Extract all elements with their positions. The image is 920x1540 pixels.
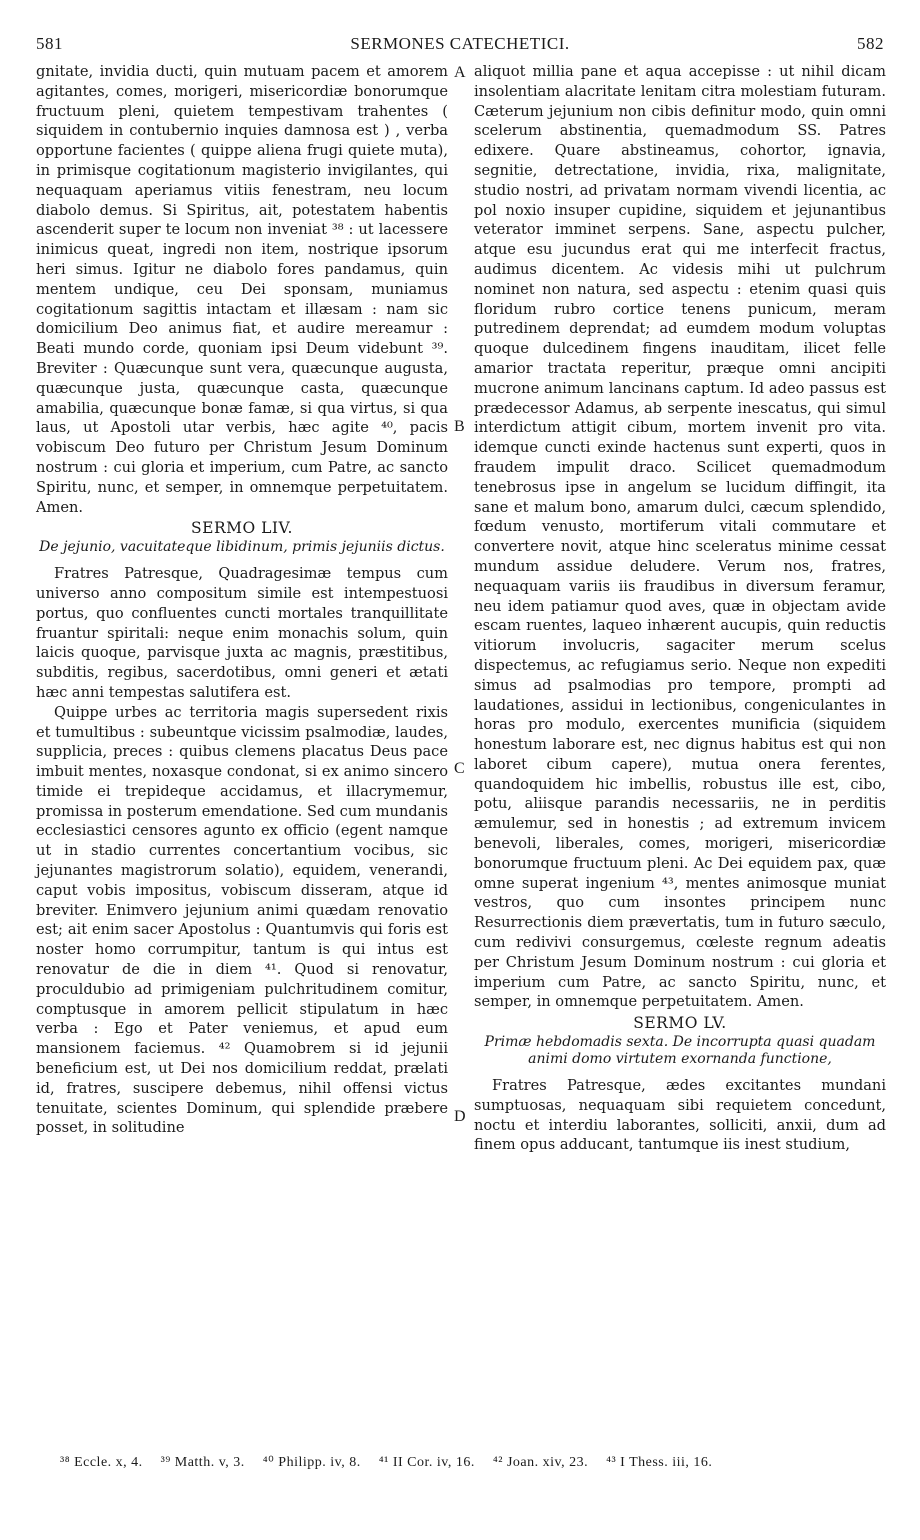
footnote-40: ⁴⁰ Philipp. iv, 8. <box>262 1455 361 1470</box>
section-marker-a: A <box>454 64 466 81</box>
footnotes <box>60 1454 884 1471</box>
sermon-54-paragraph-2: Quippe urbes ac territoria magis supersedent rixis et tumultibus : subeuntque vicissim psalmodiæ, laudes, supplicia, preces : quibus clemens placatus Deus pace imbuit mentes, noxasque condonat, si ex animo sincero timide ei trepideque accidamus, et illacrymemur, promissa in posterum emendatione. Sed cum mundanis ecclesiastici censores agunto ex officio (egent namque ut in stadio currentes concertantium vocibus, sic jejunantes magistrorum solatio), equidem, venerandi, caput vobis impositus, vobiscum disseram, atque id breviter. Enimvero jejunium animi quædam renovatio est; ait enim sacer Apostolus : Quantumvis qui foris est noster homo corrumpitur, tantum is qui intus est renovatur de die in diem ⁴¹. Quod si renovatur, proculdubio ad primigeniam pulchritudinem comitur, comptusque in amorem pellicit stipulatum in hæc verba : Ego et Pater veniemus, et apud eum mansionem faciemus. ⁴² Quamobrem si id jejunii beneficium est, ut Dei nos domicilium reddat, prælati id, fratres, suscipere debemus, nihil offensi victus tenuitate, scientes Dominum, qui splendide præbere posset, in solitudine <box>36 703 448 1137</box>
footnote-39: ³⁹ Matth. v, 3. <box>160 1455 245 1470</box>
sermon-55-subtitle: Primæ hebdomadis sexta. De incorrupta quasi quadam animi domo virtutem exornanda functione, <box>484 1034 876 1068</box>
section-marker-c: C <box>454 760 465 777</box>
left-paragraph-continuation: gnitate, invidia ducti, quin mutuam pacem et amorem agitantes, comes, morigeri, misericordiæ bonorumque fructuum pleni, quietem tempestivam trahentes ( siquidem in contubernio inquies damnosa est ) , verba opportune facientes ( quippe aliena frugi quiete muta), in primisque cogitationum magisterio invigilantes, qui nequaquam aperiamus vitiis fenestram, neu locum diabolo demus. Si Spiritus, ait, potestatem habentis ascenderit super te locum non inveniat ³⁸ : ut lacessere inimicus queat, ingredi non item, nostrique ipsorum heri simus. Igitur ne diabolo fores pandamus, quin mentem undique, ceu Dei sponsam, muniamus cogitationum sagittis intactam et illæsam : nam sic domicilium Deo animus fiat, et audire mereamur : Beati mundo corde, quoniam ipsi Deum videbunt ³⁹. Breviter : Quæcunque sunt vera, quæcunque augusta, quæcunque justa, quæcunque casta, quæcunque amabilia, quæcunque bonæ famæ, si qua virtus, si qua laus, ut Apostoli utar verbis, hæc agite ⁴⁰, pacis vobiscum Deo futuro per Christum Jesum Dominum nostrum : cui gloria et imperium, cum Patre, ac sancto Spiritu, nunc, et semper, in omnemque perpetuitatem. Amen. <box>36 63 448 516</box>
sermon-55-title: SERMO LV. <box>633 1014 727 1033</box>
footnote-41: ⁴¹ II Cor. iv, 16. <box>378 1455 475 1470</box>
right-column <box>474 62 886 1155</box>
running-title: SERMONES CATECHETICI. <box>350 34 570 53</box>
page-header <box>36 34 884 60</box>
section-marker-b: B <box>454 418 465 435</box>
right-paragraph-continuation: aliquot millia pane et aqua accepisse : ut nihil dicam insolentiam alacritate lenitam citra molestiam futuram. Cæterum jejunium non cibis definitur modo, quin omni scelerum abstinentia, quemadmodum SS. Patres edixere. Quare abstineamus, cohortor, ignavia, segnitie, detrectatione, invidia, rixa, malignitate, studio nostri, ad privatam normam vivendi licentia, ac pol noxio insuper cupidine, siquidem et jejunantibus veterator imminet serpens. Sane, aspectu pulcher, atque esu jucundus erat qui me interfecit fractus, audimus dicentem. Ac videsis mihi ut pulchrum nominet non natura, sed aspectu : etenim quasi quis floridum rubro cortice tenens punicum, meram putredinem deprendat; ad eumdem modum voluptas quoque dulcedinem fingens inauditam, ilicet felle amarior tractata reperitur, præque omni ancipiti mucrone animum lancinans captum. Id adeo passus est prædecessor Adamus, ab serpente inescatus, qui simul interdictum attigit cibum, mortem invenit pro vita. idemque cuncti exinde hactenus sunt experti, quos in fraudem impulit draco. Scilicet quemadmodum tenebrosus ipse in angelum se lucidum diffingit, ita sane et malum bono, amarum dulci, cæcum splendido, fœdum venusto, mortiferum vitali commutare et convertere novit, atque hinc sceleratus minime cessat mundum assidue deludere. Verum nos, fratres, nequaquam variis iis fraudibus in diversum feramur, neu idem patiamur quod aves, quæ in objectam avide escam ruentes, laqueo inhærent aucupis, quin reductis vitiorum involucris, sagaciter merum scelus dispectemus, ac refugiamus serio. Neque non expediti simus ad psalmodias pro tempore, prompti ad laudationes, assidui in lectionibus, congeniculantes in horas pro modulo, exercentes munificia (siquidem honestum laborare est, nec dignus habitus est qui non laboret cibum capere), mutua onera ferentes, quandoquidem hic imbellis, robustus ille est, cibo, potu, aliisque parandis necessariis, ne in perditis æmulemur, sed in honestis ; ad extremum invicem benevoli, liberales, comes, morigeri, misericordiæ bonorumque fructuum pleni. Ac Dei equidem pax, quæ omne superat ingenium ⁴³, mentes animosque muniat vestros, quo cum insontes principem nunc Resurrectionis diem prævertatis, tum in futuro sæculo, cum redivivi consurgemus, cœleste regnum adeatis per Christum Jesum Dominum nostrum : cui gloria et imperium cum Patre, ac sancto Spiritu, nunc, et semper, in omnemque perpetuitatem. Amen. <box>474 63 886 1011</box>
sermon-54-subtitle: De jejunio, vacuitateque libidinum, primis jejuniis dictus. <box>39 539 445 556</box>
footnote-42: ⁴² Joan. xiv, 23. <box>492 1455 589 1470</box>
section-marker-d: D <box>454 1108 466 1125</box>
sermon-54-title: SERMO LIV. <box>191 519 293 538</box>
sermon-54-paragraph-1: Fratres Patresque, Quadragesimæ tempus cum universo anno compositum simile est intempestuosi portus, quo confluentes cuncti mortales tranquillitate fruantur spiritali: neque enim monachis solum, quin laicis quoque, parvisque juxta ac magnis, præstitibus, subditis, regibus, sacerdotibus, omni generi et ætati hæc anni tempestas salutifera est. <box>36 565 448 701</box>
left-column <box>36 62 448 1138</box>
footnote-43: ⁴³ I Thess. iii, 16. <box>606 1455 713 1470</box>
sermon-55-paragraph-1: Fratres Patresque, ædes excitantes mundani sumptuosas, nequaquam sibi requietem concedunt, noctu et interdiu laborantes, solliciti, anxii, dum ad finem opus adducant, tantumque iis inest studium, <box>474 1077 886 1154</box>
left-page-number: 581 <box>36 34 63 53</box>
right-page-number: 582 <box>857 34 884 53</box>
footnote-38: ³⁸ Eccle. x, 4. <box>60 1455 143 1470</box>
